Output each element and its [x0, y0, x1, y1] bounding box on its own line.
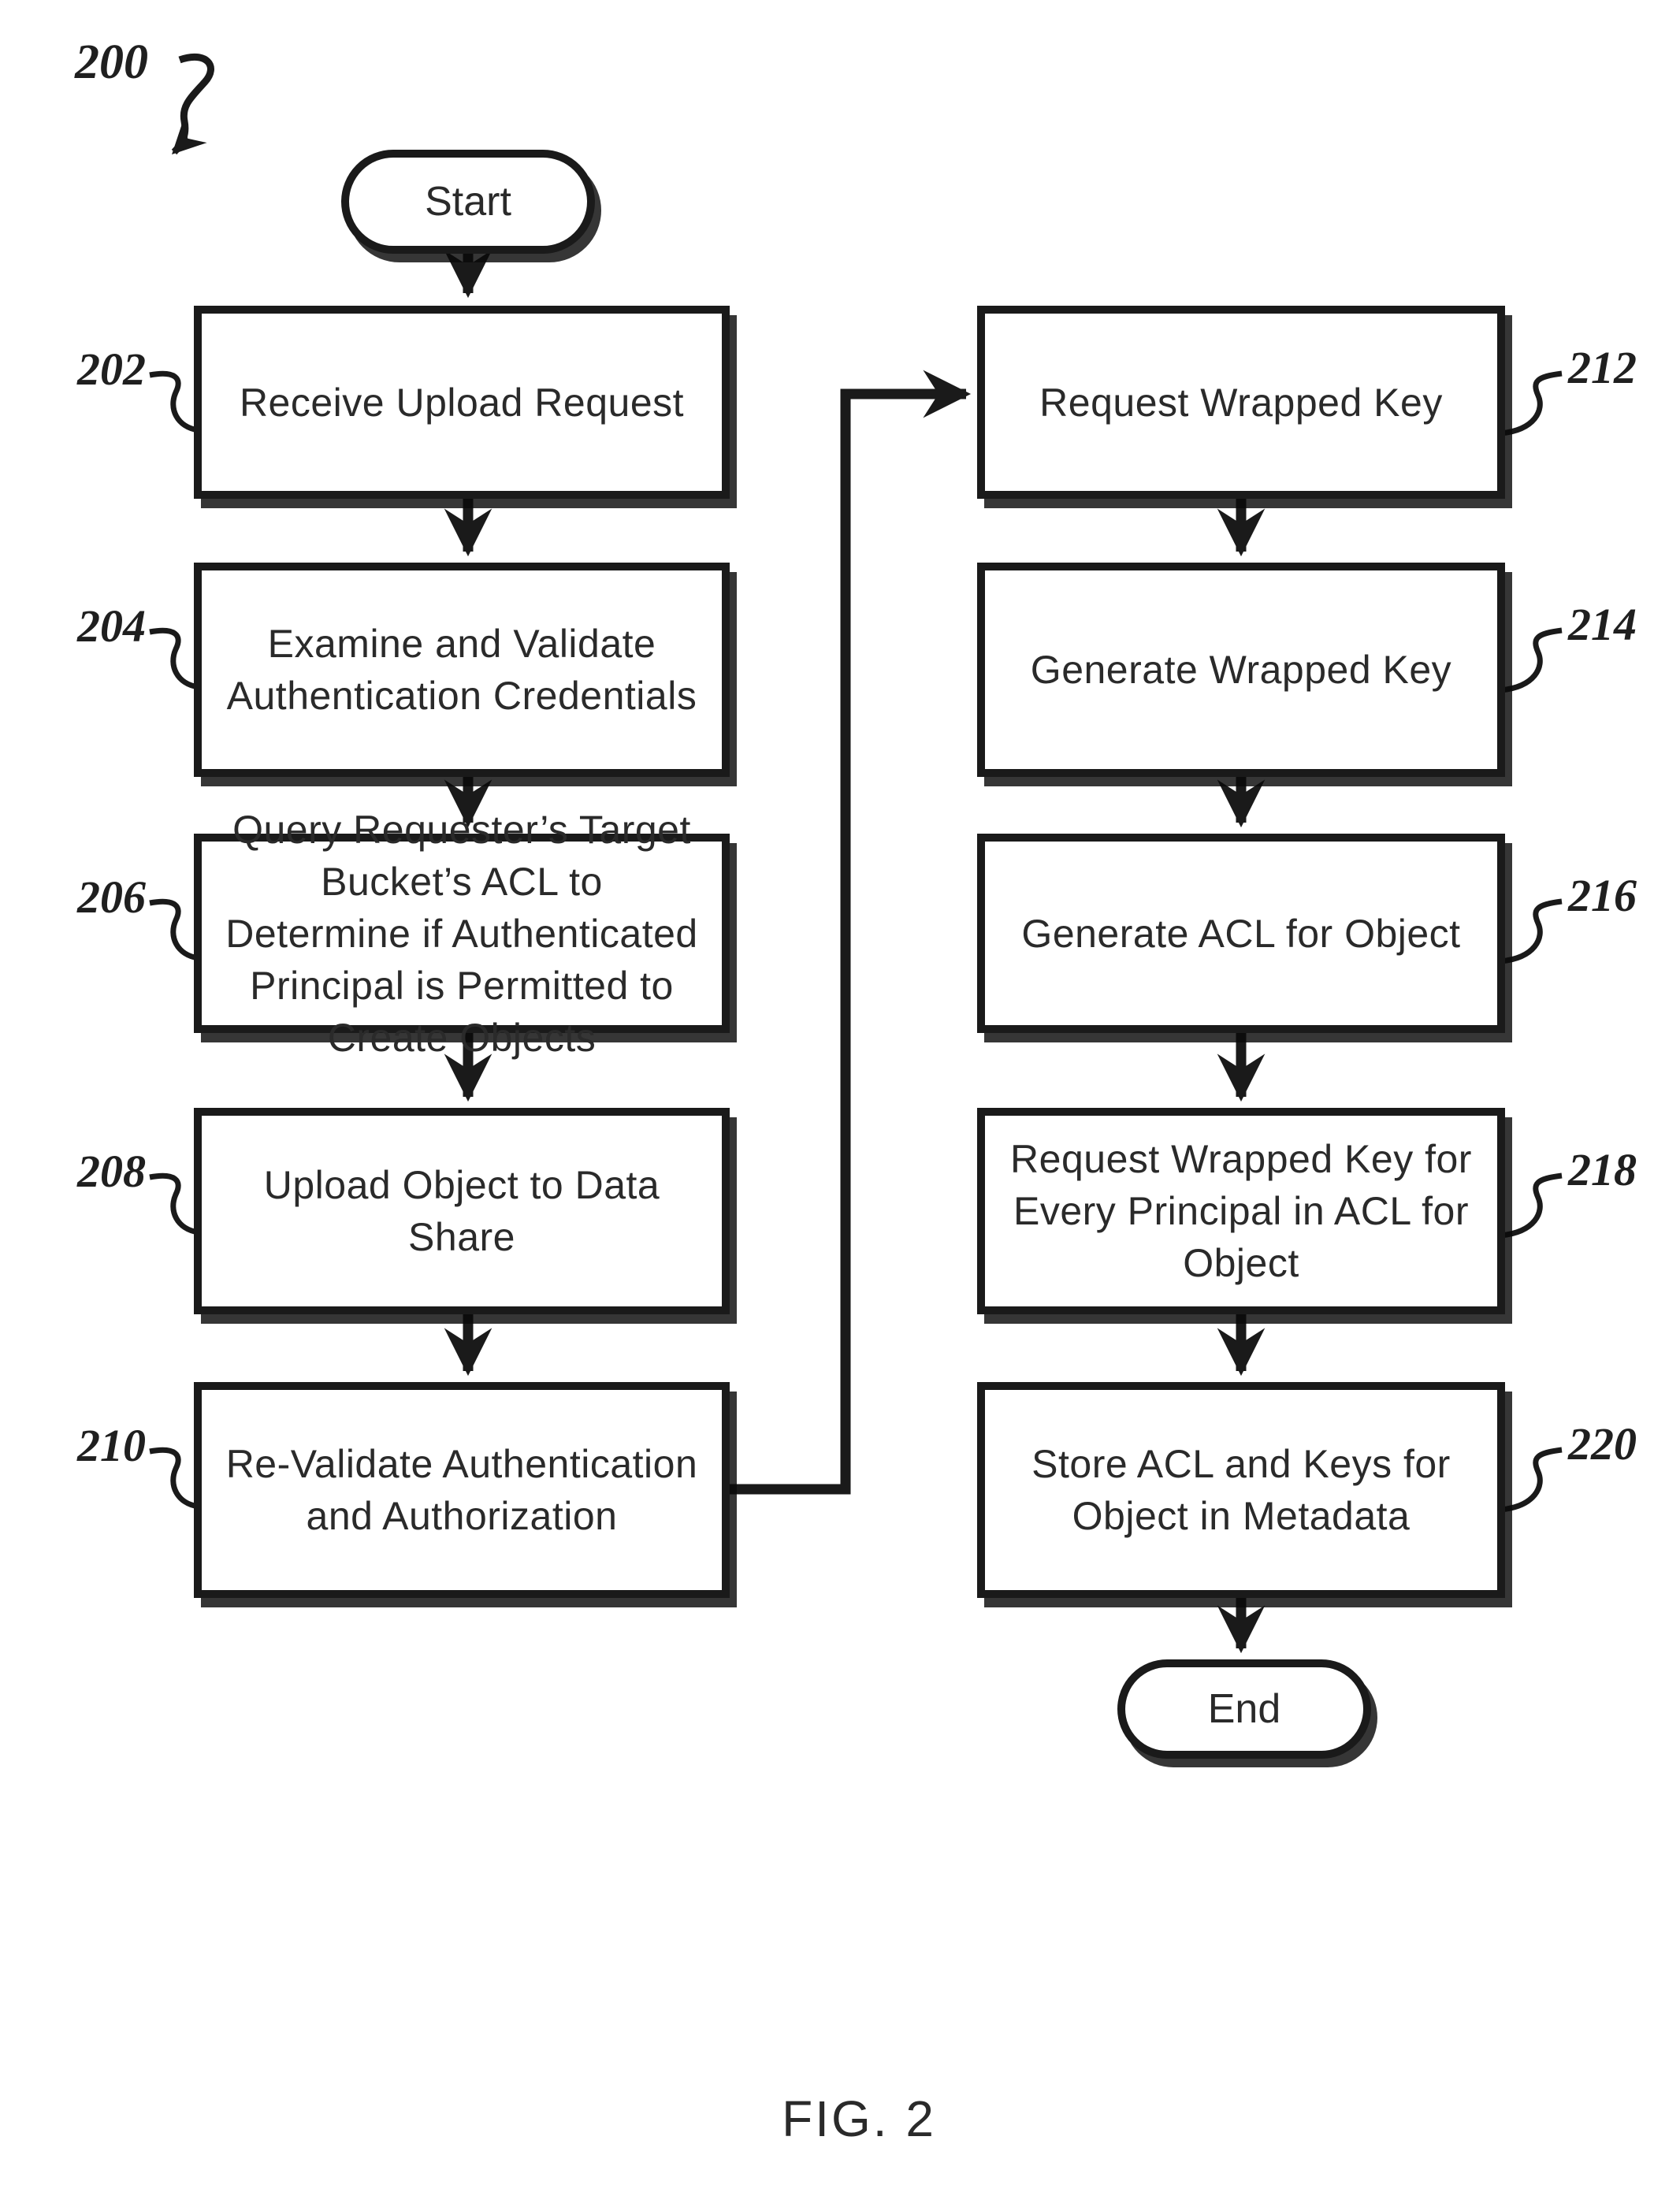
- ref-numeral-212: 212: [1568, 342, 1637, 393]
- process-box-214: [977, 563, 1505, 777]
- ref-numeral-216: 216: [1568, 870, 1637, 921]
- ref-numeral-202: 202: [77, 344, 146, 395]
- ref-numeral-210: 210: [77, 1420, 146, 1471]
- leader-208: [150, 1176, 199, 1232]
- leader-210: [150, 1450, 199, 1507]
- ref-numeral-204: 204: [77, 600, 146, 652]
- start-terminal: [341, 150, 595, 254]
- process-box-202-label: Receive Upload Request: [239, 380, 685, 425]
- ref-numeral-218: 218: [1568, 1144, 1637, 1195]
- ref-numeral-208: 208: [77, 1146, 146, 1197]
- diagram-ref-label: 200: [75, 35, 148, 89]
- leader-206: [150, 901, 199, 958]
- process-box-212: [977, 306, 1505, 499]
- process-box-204: [194, 563, 730, 777]
- end-terminal: [1117, 1659, 1371, 1759]
- start-terminal-label: Start: [425, 179, 511, 225]
- leader-216: [1500, 901, 1562, 961]
- ref-numeral-206: 206: [77, 871, 146, 923]
- connector-210-to-212: [730, 394, 966, 1489]
- process-box-218-label: Request Wrapped Key for Every Principal in ACL for Object: [1010, 1137, 1472, 1285]
- leader-220: [1500, 1450, 1562, 1510]
- process-box-216: [977, 834, 1505, 1033]
- process-box-214-label: Generate Wrapped Key: [1030, 648, 1452, 692]
- ref-numeral-214: 214: [1568, 599, 1637, 650]
- leader-218: [1500, 1176, 1562, 1235]
- process-box-204-label: Examine and Validate Authentication Credentials: [226, 622, 697, 718]
- process-box-206: [194, 807, 730, 1060]
- process-box-216-label: Generate ACL for Object: [1021, 911, 1461, 956]
- process-box-218: [977, 1108, 1505, 1314]
- process-box-220-label: Store ACL and Keys for Object in Metadata: [1031, 1442, 1451, 1538]
- process-box-210: [194, 1382, 730, 1598]
- leader-202: [150, 373, 199, 430]
- leader-204: [150, 630, 199, 687]
- process-box-208: [194, 1108, 730, 1314]
- process-box-210-label: Re-Validate Authentication and Authorization: [225, 1442, 698, 1538]
- process-box-202: [194, 306, 730, 499]
- diagram-ref-arrow: [174, 57, 210, 152]
- leader-214: [1500, 630, 1562, 690]
- process-box-212-label: Request Wrapped Key: [1039, 380, 1443, 425]
- process-box-206-label: Query Requester’s Target Bucket’s ACL to Determine if Authenticated Principal is Permitted to Create Objects: [225, 807, 698, 1060]
- end-terminal-label: End: [1207, 1686, 1281, 1732]
- process-box-220: [977, 1382, 1505, 1598]
- ref-numeral-220: 220: [1568, 1418, 1637, 1470]
- process-box-208-label: Upload Object to Data Share: [263, 1163, 660, 1259]
- leader-212: [1500, 373, 1562, 433]
- figure-caption: FIG. 2: [782, 2090, 936, 2147]
